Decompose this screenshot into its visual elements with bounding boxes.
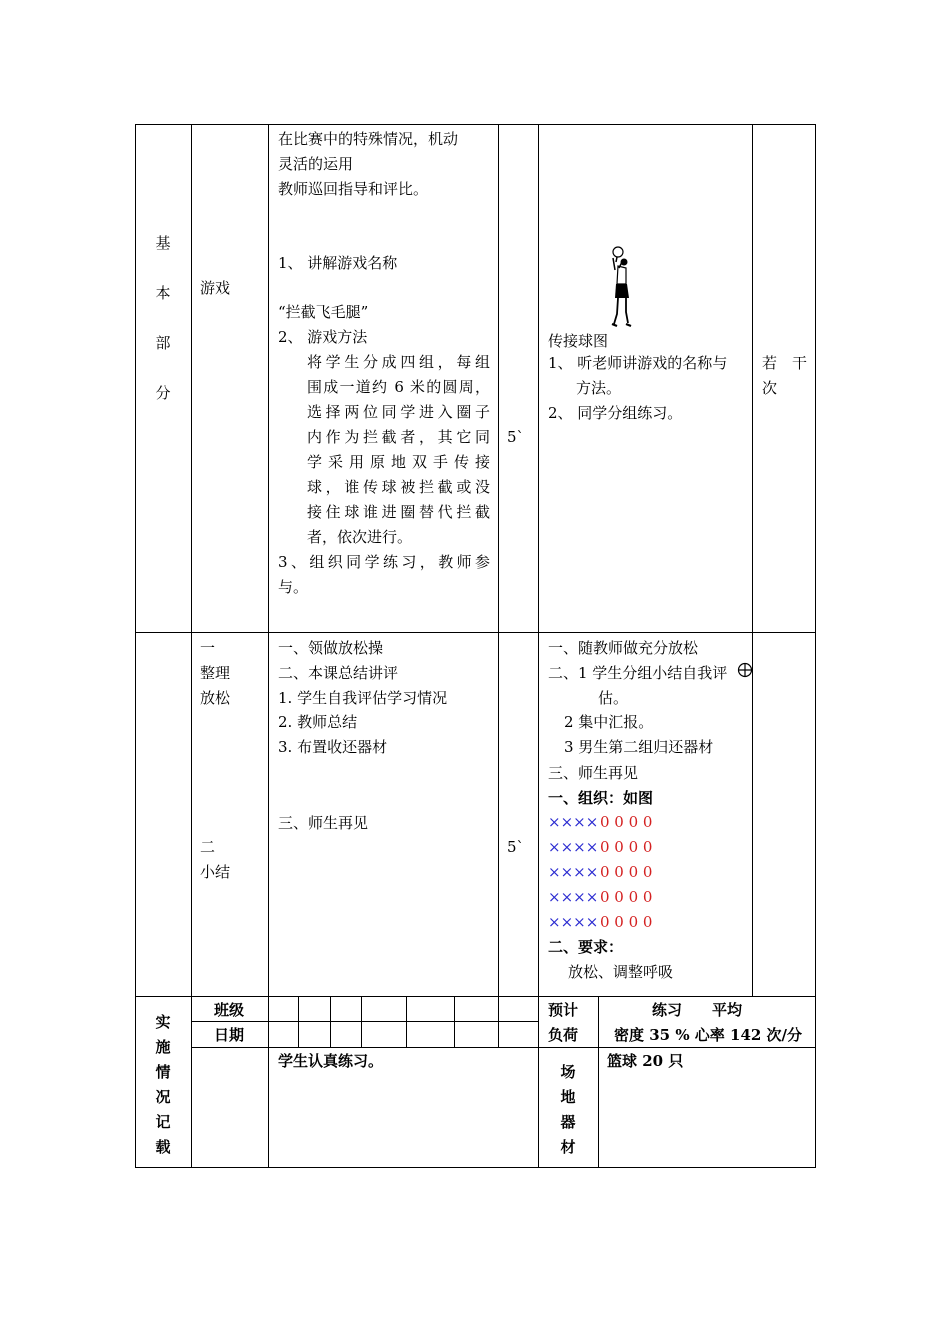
game-name: “拦截飞毛腿” xyxy=(278,303,369,321)
method-line: 接住球谁进圈替代拦截 xyxy=(307,503,490,521)
class-label: 班级 xyxy=(214,1001,245,1019)
end-student-line: 估。 xyxy=(598,689,629,707)
circle-plus-icon xyxy=(737,662,753,678)
grid-cell-line xyxy=(330,996,331,1047)
end-label: 一 xyxy=(200,639,216,657)
method-line: 者，依次进行。 xyxy=(307,528,413,546)
basketball-player-illustration xyxy=(604,246,640,336)
content-line: 灵活的运用 xyxy=(278,155,354,173)
table-border-bottom xyxy=(135,1167,816,1168)
end-content-line: 二、本课总结讲评 xyxy=(278,664,399,682)
method-line: 围成一道约 6 米的圆周， xyxy=(307,378,490,396)
table-border-left xyxy=(135,124,136,1168)
grid-cell-line xyxy=(454,996,455,1047)
formation-x: ×××× xyxy=(548,838,599,856)
formation-x: ×××× xyxy=(548,913,599,931)
end-student-line: 二、1 学生分组小结自我评 xyxy=(548,664,728,682)
table-border-top xyxy=(135,124,816,125)
formation-o: 0 0 0 0 xyxy=(600,888,653,906)
date-label: 日期 xyxy=(214,1026,245,1044)
load-label: 负荷 xyxy=(548,1026,579,1044)
table-row-divider xyxy=(135,632,816,633)
grid-cell-line xyxy=(298,996,299,1047)
end-student-line: 2 集中汇报。 xyxy=(564,713,654,731)
table-col-divider xyxy=(268,124,269,1168)
summary-label: 二 xyxy=(200,838,216,856)
method-line: 内作为拦截者，其它同 xyxy=(307,428,490,446)
table-col-divider xyxy=(498,124,499,1047)
end-student-line: 3 男生第二组归还器材 xyxy=(564,738,714,756)
table-row-divider xyxy=(135,996,816,997)
formation-x: ×××× xyxy=(548,863,599,881)
content-line: 1、 讲解游戏名称 xyxy=(278,254,398,272)
end-content-line: 1. 学生自我评估学习情况 xyxy=(278,689,448,707)
grid-cell-line xyxy=(598,996,599,1168)
time-value: 5` xyxy=(507,838,525,856)
requirement-text: 放松、调整呼吸 xyxy=(568,963,674,981)
record-label: 实 施 情 况 记 载 xyxy=(155,1013,171,1156)
table-col-divider xyxy=(752,124,753,997)
table-col-divider xyxy=(191,124,192,1168)
summary-label: 小结 xyxy=(200,863,231,881)
end-student-line: 一、随教师做充分放松 xyxy=(548,639,699,657)
load-value: 密度 35 % 心率 142 次/分 xyxy=(614,1026,803,1044)
content-line: 在比赛中的特殊情况，机动 xyxy=(278,130,459,148)
formation-o: 0 0 0 0 xyxy=(600,813,653,831)
activity-label: 游戏 xyxy=(200,279,231,297)
content-line: 3、组织同学练习，教师参 xyxy=(278,553,490,571)
content-line: 教师巡回指导和评比。 xyxy=(278,180,429,198)
time-value: 5` xyxy=(507,428,525,446)
image-caption: 传接球图 xyxy=(548,332,609,350)
formation-o: 0 0 0 0 xyxy=(600,863,653,881)
section-label-main: 基 本 部 分 xyxy=(155,234,171,402)
table-col-divider xyxy=(538,124,539,1168)
end-student-line: 三、师生再见 xyxy=(548,764,639,782)
table-border-right xyxy=(815,124,816,1168)
student-line: 方法。 xyxy=(576,379,622,397)
method-line: 选择两位同学进入圈子 xyxy=(307,403,490,421)
end-label: 放松 xyxy=(200,689,231,707)
record-note: 学生认真练习。 xyxy=(278,1052,384,1070)
student-line: 1、 听老师讲游戏的名称与 xyxy=(548,354,728,372)
method-line: 将学生分成四组，每组 xyxy=(307,353,490,371)
venue-label: 场 地 器 材 xyxy=(560,1063,576,1156)
requirement-title: 二、要求： xyxy=(548,938,624,956)
end-label: 整理 xyxy=(200,664,231,682)
content-line: 与。 xyxy=(278,578,309,596)
load-value: 练习 平均 xyxy=(652,1001,743,1019)
method-line: 学采用原地双手传接 xyxy=(307,453,490,471)
org-title: 一、组织：如图 xyxy=(548,789,654,807)
grid-cell-line xyxy=(406,996,407,1047)
method-line: 球，谁传球被拦截或没 xyxy=(307,478,490,496)
venue-value: 篮球 20 只 xyxy=(607,1052,684,1070)
end-content-line: 2. 教师总结 xyxy=(278,713,358,731)
formation-x: ×××× xyxy=(548,813,599,831)
formation-o: 0 0 0 0 xyxy=(600,838,653,856)
end-content-line: 三、师生再见 xyxy=(278,814,369,832)
content-line: 2、 游戏方法 xyxy=(278,328,368,346)
times-value: 次 xyxy=(762,379,778,397)
formation-o: 0 0 0 0 xyxy=(600,913,653,931)
end-content-line: 3. 布置收还器材 xyxy=(278,738,388,756)
formation-x: ×××× xyxy=(548,888,599,906)
grid-cell-line xyxy=(361,996,362,1047)
student-line: 2、 同学分组练习。 xyxy=(548,404,683,422)
times-value: 若 干 xyxy=(762,354,808,372)
end-content-line: 一、领做放松操 xyxy=(278,639,384,657)
load-label: 预计 xyxy=(548,1001,579,1019)
